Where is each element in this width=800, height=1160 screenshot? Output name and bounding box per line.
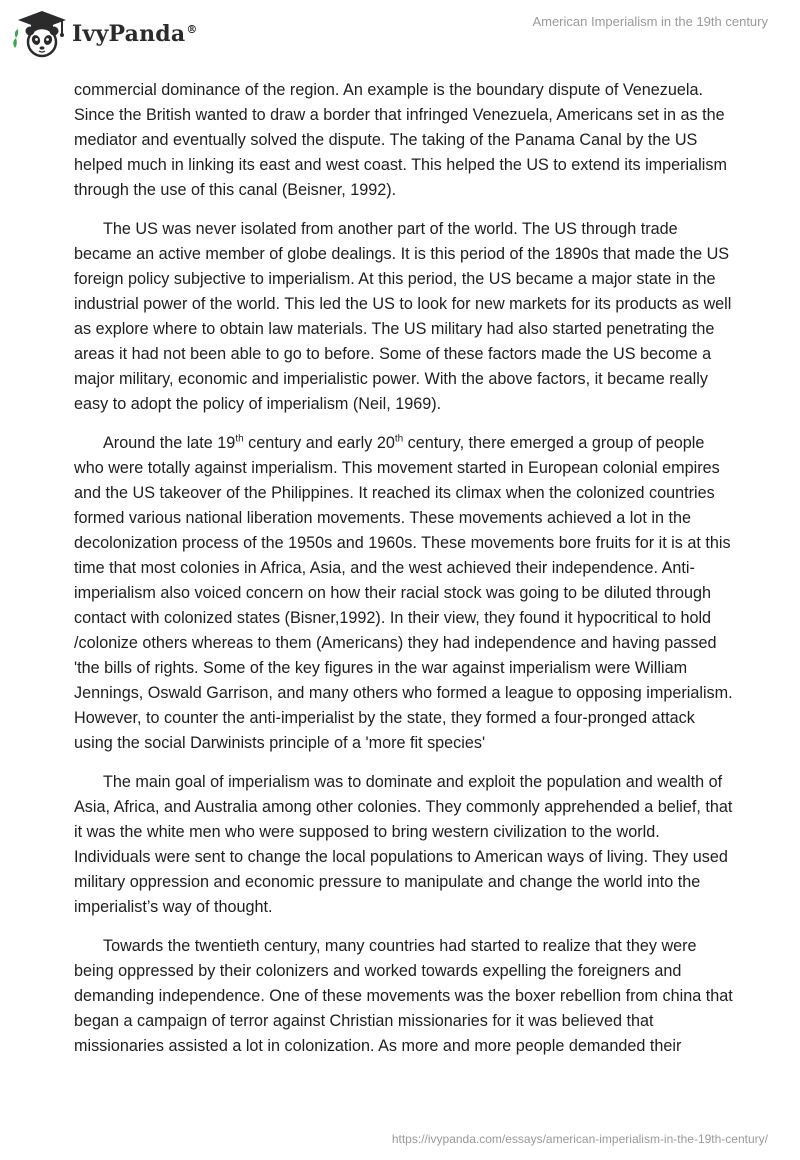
page-header [0, 0, 800, 70]
paragraph-3-text-b: century and early 20 [243, 434, 395, 452]
superscript-th-2: th [394, 433, 404, 445]
paragraph-3-text-c: century, there emerged a group of people who were totally against imperialism. This movement started in European colonial empires and the US takeover of the Philippines. It reached its climax when the colonized countries formed various national liberation movements. These movements achieved a lot in the decolonization process of the 1950s and 1960s. These movements bore fruits for it is at this time that most colonies in Africa, Asia, and the west achieved their independence. Anti-imperialism also voiced concern on how their racial stock was going to be diluted through contact with colonized states (Bisner,1992). In their view, they found it hypocritical to hold /colonize others whereas to them (Americans) they had independence and having passed 'the bills of rights. Some of the key figures in the war against imperialism were William Jennings, Oswald Garrison, and many others who formed a league to opposing imperialism. However, to counter the anti-imperialist by the state, they formed a four-pronged attack using the social Darwinists principle of a 'more fit species' [74, 434, 733, 752]
ivypanda-logo[interactable] [12, 8, 198, 60]
source-url[interactable]: https://ivypanda.com/essays/american-imperialism-in-the-19th-century/ [391, 1132, 768, 1146]
paragraph-1: commercial dominance of the region. An example is the boundary dispute of Venezuela. Since the British wanted to draw a border that infringed Venezuela, Americans set in as the mediator and eventually solved the dispute. The taking of the Panama Canal by the US helped much in linking its east and west coast. This helped the US to extend its imperialism through the use of this canal (Beisner, 1992). [74, 81, 727, 199]
paragraph-5: Towards the twentieth century, many countries had started to realize that they were being oppressed by their colonizers and worked towards expelling the foreigners and demanding independence. One of these movements was the boxer rebellion from china that began a campaign of terror against Christian missionaries for it was believed that missionaries assisted a lot in colonization. As more and more people demanded their [74, 937, 733, 1055]
panda-graduation-cap-icon [12, 8, 68, 60]
paragraph-4: The main goal of imperialism was to dominate and exploit the population and wealth of Asia, Africa, and Australia among other colonies. They commonly apprehended a belief, that it was the white men who were supposed to bring western civilization to the world. Individuals were sent to change the local populations to American ways of living. They used military oppression and economic pressure to manipulate and change the world into the imperialist’s way of thought. [74, 773, 733, 916]
document-title: American Imperialism in the 19th century [532, 14, 768, 29]
paragraph-2: The US was never isolated from another part of the world. The US through trade became an active member of globe dealings. It is this period of the 1890s that made the US foreign policy subjective to imperialism. At this period, the US became a major state in the industrial power of the world. This led the US to look for new markets for its products as well as explore where to obtain law materials. The US military had also started penetrating the areas it had not been able to go to before. Some of these factors made the US become a major military, economic and imperialistic power. With the above factors, it became really easy to adopt the policy of imperialism (Neil, 1969). [74, 220, 732, 413]
logo-wordmark [72, 21, 198, 47]
registered-mark: ® [186, 22, 198, 36]
essay-body [74, 78, 734, 1073]
paragraph-3 [74, 431, 734, 756]
superscript-th-1: th [235, 433, 244, 445]
paragraph-3-text-a: Around the late 19 [103, 434, 236, 452]
logo-text: IvyPanda [72, 21, 186, 47]
